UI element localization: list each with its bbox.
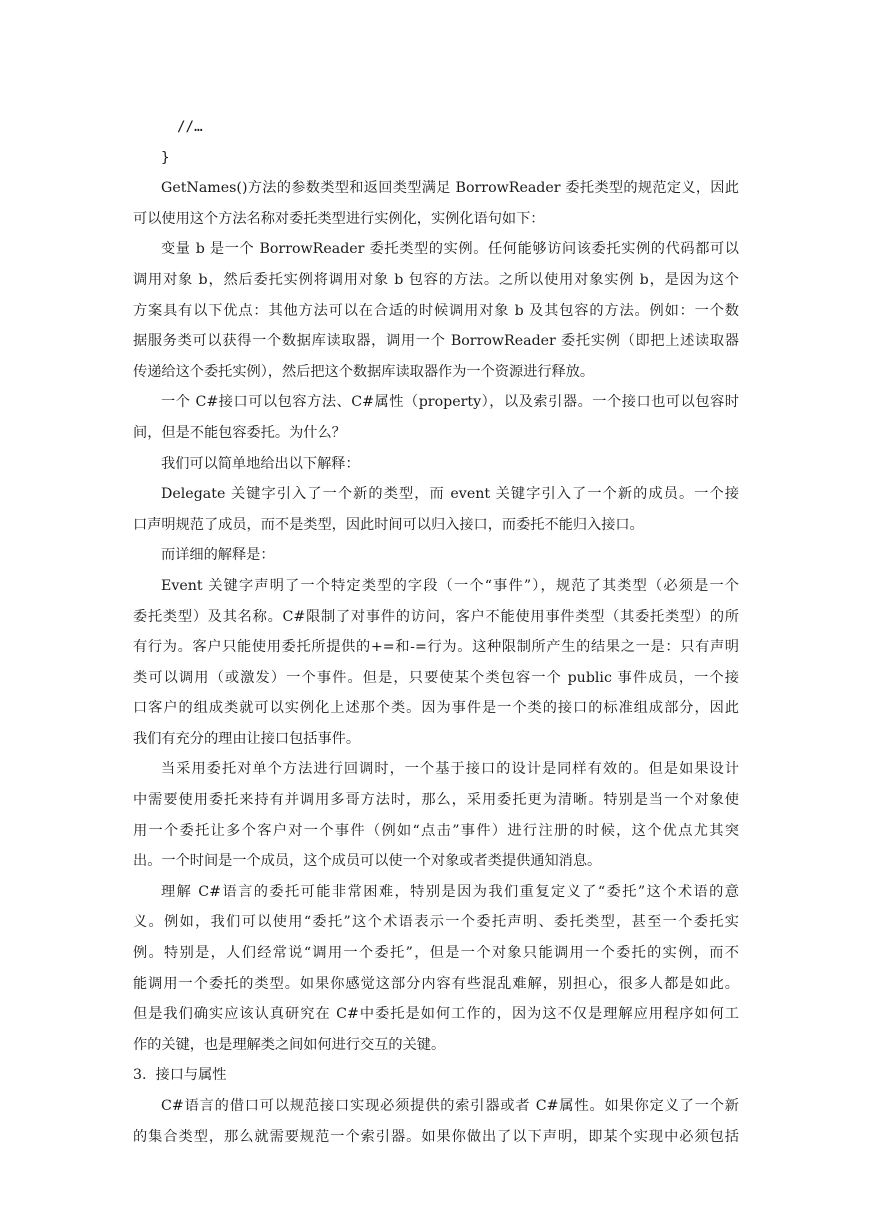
body-line: Event 关键字声明了一个特定类型的字段（一个“事件”），规范了其类型（必须是一个 (161, 577, 739, 594)
body-line: 能调用一个委托的类型。如果你感觉这部分内容有些混乱难解，别担心，很多人都是如此。 (133, 975, 739, 992)
body-line: Delegate 关键字引入了一个新的类型，而 event 关键字引入了一个新的成员。一个接 (161, 486, 739, 503)
body-line: 而详细的解释是： (161, 547, 275, 564)
section-heading: 3. 接口与属性 (133, 1067, 227, 1084)
body-line: 调用对象 b，然后委托实例将调用对象 b 包容的方法。之所以使用对象实例 b，是因为这个 (133, 271, 739, 288)
body-line: 口声明规范了成员，而不是类型，因此时间可以归入接口，而委托不能归入接口。 (133, 516, 644, 533)
code-closing-brace: } (161, 149, 170, 166)
body-line: 我们有充分的理由让接口包括事件。 (133, 730, 361, 747)
body-line: 口客户的组成类就可以实例化上述那个类。因为事件是一个类的接口的标准组成部分，因此 (133, 700, 739, 717)
body-line: 但是我们确实应该认真研究在 C#中委托是如何工作的，因为这不仅是理解应用程序如何工 (133, 1006, 739, 1023)
body-line: 作的关键，也是理解类之间如何进行交互的关键。 (133, 1036, 446, 1053)
body-line: GetNames()方法的参数类型和返回类型满足 BorrowReader 委托类型的规范定义，因此 (161, 180, 739, 197)
body-line: 理解 C#语言的委托可能非常困难，特别是因为我们重复定义了“委托”这个术语的意 (161, 883, 739, 900)
body-line: 委托类型）及其名称。C#限制了对事件的访问，客户不能使用事件类型（其委托类型）的所 (133, 608, 739, 625)
body-line: 例。特别是，人们经常说“调用一个委托”，但是一个对象只能调用一个委托的实例，而不 (133, 945, 739, 962)
body-line: 中需要使用委托来持有并调用多哥方法时，那么，采用委托更为清晰。特别是当一个对象使 (133, 792, 739, 809)
body-line: 据服务类可以获得一个数据库读取器，调用一个 BorrowReader 委托实例（即把上述读取器 (133, 333, 739, 350)
body-line: 用一个委托让多个客户对一个事件（例如“点击”事件）进行注册的时候，这个优点尤其突 (133, 822, 739, 839)
body-line: 义。例如，我们可以使用“委托”这个术语表示一个委托声明、委托类型，甚至一个委托实 (133, 914, 739, 931)
body-line: 当采用委托对单个方法进行回调时，一个基于接口的设计是同样有效的。但是如果设计 (161, 761, 739, 778)
body-line: 有行为。客户只能使用委托所提供的+=和-=行为。这种限制所产生的结果之一是：只有声明 (133, 639, 739, 656)
body-line: 变量 b 是一个 BorrowReader 委托类型的实例。任何能够访问该委托实例的代码都可以 (161, 241, 739, 258)
body-line: C#语言的借口可以规范接口实现必须提供的索引器或者 C#属性。如果你定义了一个新 (161, 1098, 739, 1114)
body-line: 传递给这个委托实例），然后把这个数据库读取器作为一个资源进行释放。 (133, 363, 595, 380)
code-comment: //… (177, 119, 203, 135)
document-page (133, 112, 739, 1152)
body-line: 一个 C#接口可以包容方法、C#属性（property），以及索引器。一个接口也可以包容时 (161, 394, 739, 411)
body-line: 出。一个时间是一个成员，这个成员可以使一个对象或者类提供通知消息。 (133, 853, 602, 870)
body-line: 我们可以简单地给出以下解释： (161, 455, 360, 472)
body-line: 方案具有以下优点：其他方法可以在合适的时候调用对象 b 及其包容的方法。例如：一个数 (133, 302, 739, 319)
body-line: 的集合类型，那么就需要规范一个索引器。如果你做出了以下声明，即某个实现中必须包括 (133, 1128, 739, 1145)
body-line: 可以使用这个方法名称对委托类型进行实例化，实例化语句如下： (133, 210, 545, 227)
body-line: 间，但是不能包容委托。为什么？ (133, 424, 346, 441)
body-line: 类可以调用（或激发）一个事件。但是，只要使某个类包容一个 public 事件成员，一个接 (133, 669, 739, 686)
